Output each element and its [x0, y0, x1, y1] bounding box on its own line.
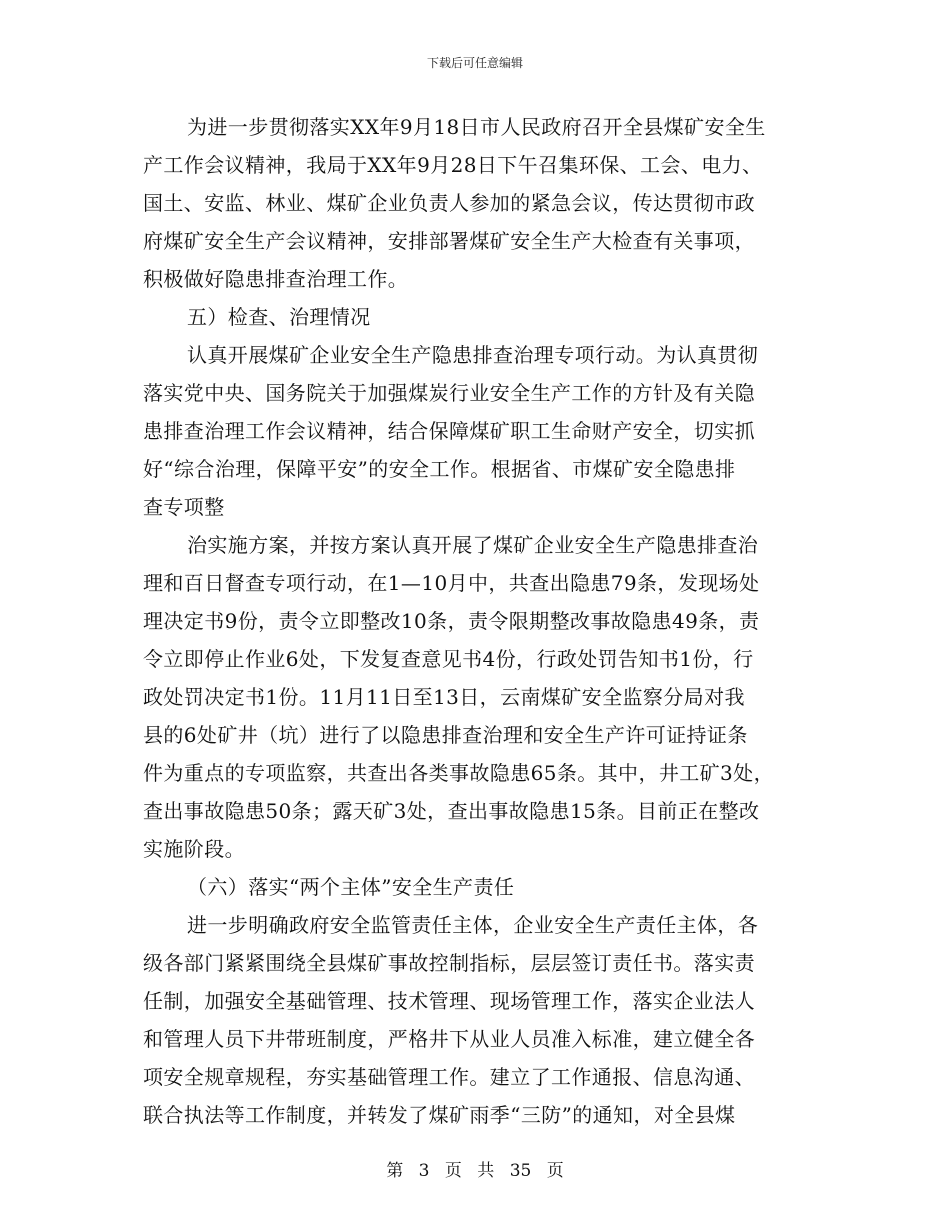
text-line: 积极做好隐患排查治理工作。: [143, 267, 409, 291]
text-line: 落实党中央、国务院关于加强煤炭行业安全生产工作的方针及有关隐: [143, 381, 755, 405]
text-line: 件为重点的专项监察，共查出各类事故隐患65条。其中，井工矿3处，: [143, 761, 774, 785]
text-line: 府煤矿安全生产会议精神，安排部署煤矿安全生产大检查有关事项，: [143, 229, 755, 253]
text-line: 和管理人员下井带班制度，严格井下从业人员准入标准，建立健全各: [143, 1027, 755, 1051]
section-heading: 五）检查、治理情况: [187, 305, 371, 329]
text-line: 联合执法等工作制度，并转发了煤矿雨季“三防”的通知，对全县煤: [143, 1103, 736, 1127]
total-page-count: 35: [509, 1161, 532, 1181]
footer-label: 共: [477, 1161, 495, 1181]
text-line: 查专项整: [143, 495, 225, 519]
text-line: 好“综合治理，保障平安”的安全工作。根据省、市煤矿安全隐患排: [143, 457, 736, 481]
text-line: 国土、安监、林业、煤矿企业负责人参加的紧急会议，传达贯彻市政: [143, 191, 755, 215]
text-line: 令立即停止作业6处，下发复查意见书4份，行政处罚告知书1份，行: [143, 647, 754, 671]
text-line: 患排查治理工作会议精神，结合保障煤矿职工生命财产安全，切实抓: [143, 419, 755, 443]
text-line: 产工作会议精神，我局于XX年9月28日下午召集环保、工会、电力、: [143, 153, 763, 177]
footer-label: 页: [546, 1161, 564, 1181]
page-footer: [0, 1156, 950, 1181]
text-line: 查出事故隐患50条；露天矿3处，查出事故隐患15条。目前正在整改: [143, 799, 760, 823]
text-line: 治实施方案，并按方案认真开展了煤矿企业安全生产隐患排查治: [187, 533, 759, 557]
section-heading: （六）落实“两个主体”安全生产责任: [187, 875, 515, 899]
footer-label: 第: [386, 1161, 404, 1181]
text-line: 理和百日督查专项行动，在1—10月中，共查出隐患79条，发现场处: [143, 571, 760, 595]
text-line: 任制，加强安全基础管理、技术管理、现场管理工作，落实企业法人: [143, 989, 755, 1013]
text-line: 进一步明确政府安全监管责任主体，企业安全生产责任主体，各: [187, 913, 759, 937]
text-line: 理决定书9份，责令立即整改10条，责令限期整改事故隐患49条，责: [143, 609, 760, 633]
footer-label: 页: [444, 1161, 462, 1181]
page-header: 下载后可任意编辑: [426, 56, 523, 70]
current-page-number: 3: [418, 1161, 430, 1181]
text-line: 实施阶段。: [143, 837, 245, 861]
text-line: 为进一步贯彻落实XX年9月18日市人民政府召开全县煤矿安全生: [187, 115, 766, 139]
text-line: 县的6处矿井（坑）进行了以隐患排查治理和安全生产许可证持证条: [143, 723, 748, 747]
text-line: 政处罚决定书1份。11月11日至13日，云南煤矿安全监察分局对我: [143, 685, 745, 709]
text-line: 项安全规章规程，夯实基础管理工作。建立了工作通报、信息沟通、: [143, 1065, 755, 1089]
text-line: 级各部门紧紧围绕全县煤矿事故控制指标，层层签订责任书。落实责: [143, 951, 755, 975]
text-line: 认真开展煤矿企业安全生产隐患排查治理专项行动。为认真贯彻: [187, 343, 759, 367]
